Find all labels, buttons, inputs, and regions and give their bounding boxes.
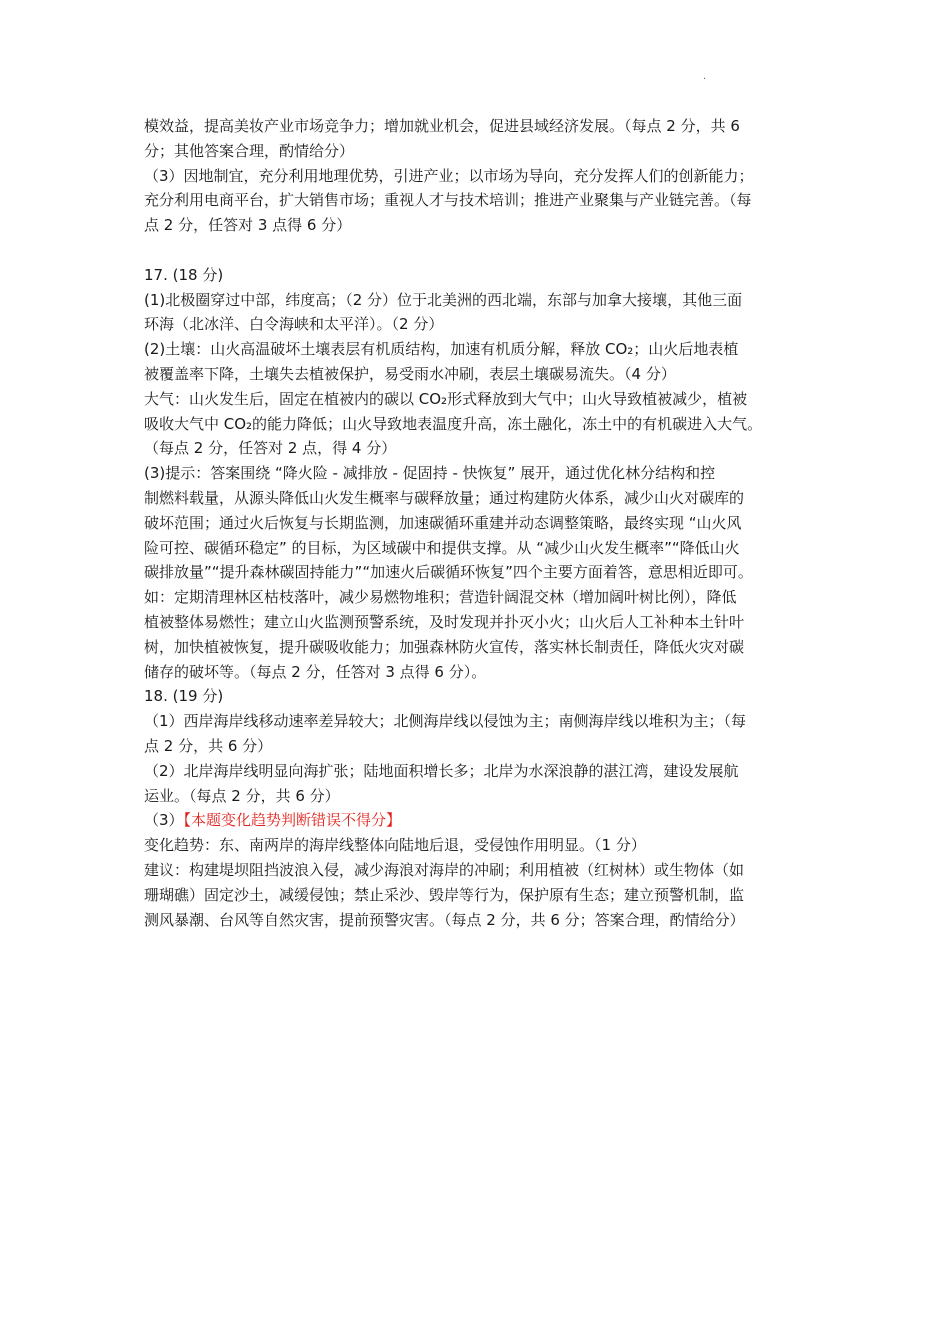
blank-line bbox=[144, 238, 812, 263]
answer-block-18-3 bbox=[144, 833, 812, 932]
answer-block-17-18 bbox=[144, 263, 812, 809]
text-line: 吸收大气中 CO₂的能力降低；山火导致地表温度升高，冻土融化，冻土中的有机碳进入大气。 bbox=[144, 414, 763, 433]
text-line: （3）因地制宜，充分利用地理优势，引进产业；以市场为导向，充分发挥人们的创新能力； bbox=[144, 166, 754, 185]
text-line: 储存的破坏等。（每点 2 分，任答对 3 点得 6 分）。 bbox=[144, 662, 487, 681]
text-line: 树，加快植被恢复，提升碳吸收能力；加强森林防火宣传，落实林长制责任，降低火灾对碳 bbox=[144, 637, 745, 656]
text-line: 运业。（每点 2 分，共 6 分） bbox=[144, 786, 340, 805]
text-line: 点 2 分，任答对 3 点得 6 分） bbox=[144, 216, 352, 235]
text-line: 险可控、碳循环稳定” 的目标，为区域碳中和提供支撑。从 “减少山火发生概率”“降低山火 bbox=[144, 538, 740, 557]
text-line: 制燃料载量，从源头降低山火发生概率与碳释放量；通过构建防火体系，减少山火对碳库的 bbox=[144, 488, 745, 507]
text-line: 17. (18 分) bbox=[144, 265, 224, 284]
text-line: （2）北岸海岸线明显向海扩张；陆地面积增长多；北岸为水深浪静的湛江湾，建设发展航 bbox=[144, 761, 739, 780]
text-line: 如：定期清理林区枯枝落叶，减少易燃物堆积；营造针阔混交林（增加阔叶树比例），降低 bbox=[144, 588, 737, 607]
text-line: 测风暴潮、台风等自然灾害，提前预警灾害。（每点 2 分，共 6 分；答案合理，酌情给分） bbox=[144, 910, 745, 929]
text-line: （每点 2 分，任答对 2 点，得 4 分） bbox=[144, 439, 397, 458]
text-line: 18. (19 分) bbox=[144, 687, 224, 706]
text-line: 建议：构建堤坝阻挡波浪入侵，减少海浪对海岸的冲刷；利用植被（红树林）或生物体（如 bbox=[144, 860, 745, 879]
text-line: （1）西岸海岸线移动速率差异较大；北侧海岸线以侵蚀为主；南侧海岸线以堆积为主；（每 bbox=[144, 712, 747, 731]
text-line: 植被整体易燃性；建立山火监测预警系统，及时发现并扑灭小火；山火后人工补种本土针叶 bbox=[144, 612, 745, 631]
text-line: 珊瑚礁）固定沙土，减缓侵蚀；禁止采沙、毁岸等行为，保护原有生态；建立预警机制，监 bbox=[144, 885, 745, 904]
text-line: 碳排放量”“提升森林碳固持能力”“加速火后碳循环恢复”四个主要方面着答，意思相近即可。 bbox=[144, 563, 753, 582]
text-line: 充分利用电商平台，扩大销售市场；重视人才与技术培训；推进产业聚集与产业链完善。（每 bbox=[144, 191, 752, 210]
text-line: 模效益，提高美妆产业市场竞争力；增加就业机会，促进县域经济发展。（每点 2 分，共 6 bbox=[144, 117, 740, 135]
answer-document bbox=[144, 114, 812, 932]
question-18-3-line bbox=[144, 808, 812, 833]
text-line: 被覆盖率下降，土壤失去植被保护，易受雨水冲刷，表层土壤碳易流失。（4 分） bbox=[144, 364, 676, 383]
text-line: 变化趋势：东、南两岸的海岸线整体向陆地后退，受侵蚀作用明显。（1 分） bbox=[144, 836, 646, 855]
text-line: (2)土壤：山火高温破坏土壤表层有机质结构，加速有机质分解，释放 CO₂；山火后地表植 bbox=[144, 340, 739, 359]
scoring-warning: 【本题变化趋势判断错误不得分】 bbox=[183, 811, 402, 830]
text-line: 点 2 分，共 6 分） bbox=[144, 736, 273, 755]
answer-block-16 bbox=[144, 114, 812, 238]
text-line: 分；其他答案合理，酌情给分） bbox=[144, 141, 355, 160]
text-line: 环海（北冰洋、白令海峡和太平洋）。（2 分） bbox=[144, 315, 444, 334]
text-line: 破坏范围；通过火后恢复与长期监测，加速碳循环重建并动态调整策略，最终实现 “山火风 bbox=[144, 513, 742, 532]
header-dot: . bbox=[703, 71, 707, 82]
text-line: (3)提示：答案围绕 “降火险 - 减排放 - 促固持 - 快恢复” 展开，通过优化林分结构和控 bbox=[144, 464, 716, 483]
question-18-3-label: （3） bbox=[144, 811, 184, 830]
text-line: 大气：山火发生后，固定在植被内的碳以 CO₂形式释放到大气中；山火导致植被减少，植被 bbox=[144, 389, 748, 408]
text-line: (1)北极圈穿过中部，纬度高；（2 分）位于北美洲的西北端，东部与加拿大接壤，其他三面 bbox=[144, 290, 743, 309]
